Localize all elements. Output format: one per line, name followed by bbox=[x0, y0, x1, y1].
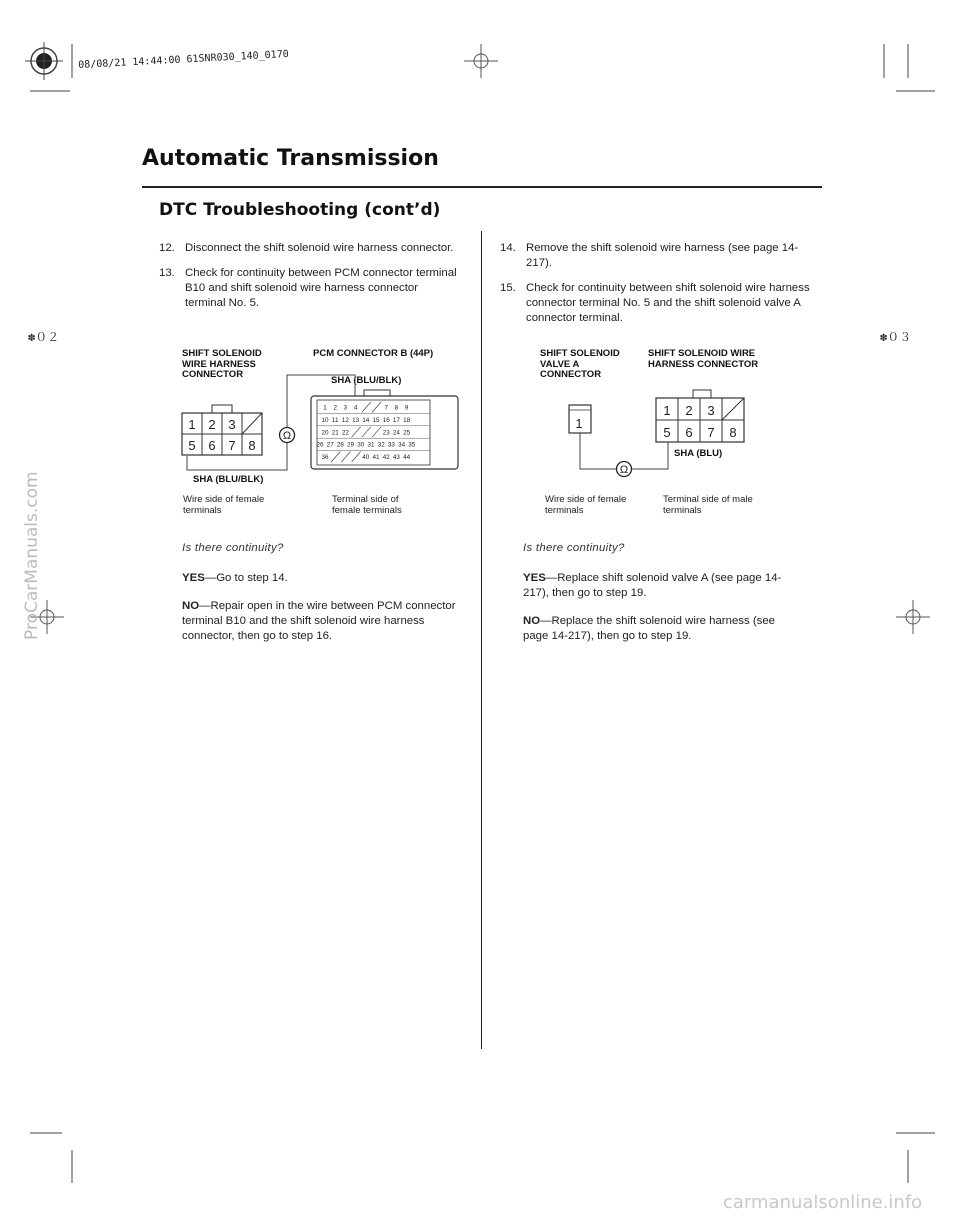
step-13 bbox=[159, 266, 459, 311]
answer-no: NO—Repair open in the wire between PCM connector terminal B10 and the shift solenoid wire harness connector, then go to step 16. bbox=[182, 600, 456, 642]
page-mark-right: ✽０３ bbox=[880, 330, 912, 344]
wire-path bbox=[632, 442, 668, 469]
no-text: Repair open in the wire between PCM connector terminal B10 and the shift solenoid wire harness connector, then go to step 16. bbox=[182, 600, 456, 642]
yes-label: YES bbox=[182, 572, 205, 584]
pcm-pin-3: 3 bbox=[343, 404, 348, 412]
pcm-pin-26: 26 bbox=[316, 441, 324, 449]
step-text: Disconnect the shift solenoid wire harness connector. bbox=[185, 242, 454, 254]
question-continuity: Is there continuity? bbox=[523, 542, 625, 554]
caption-terminal-side: Terminal side of male terminals bbox=[663, 494, 753, 516]
step-number: 12. bbox=[159, 242, 175, 254]
caption-terminal-side: Terminal side of female terminals bbox=[332, 494, 402, 516]
yes-text: Go to step 14. bbox=[216, 572, 288, 584]
pcm-pin-29: 29 bbox=[347, 441, 355, 449]
pcm-pin-40: 40 bbox=[362, 454, 370, 462]
step-number: 15. bbox=[500, 282, 516, 294]
pcm-pin-18: 18 bbox=[403, 416, 411, 424]
svg-text:5: 5 bbox=[188, 438, 196, 453]
caption-wire-side: Wire side of female terminals bbox=[183, 494, 265, 516]
right-figure-diagram bbox=[560, 385, 760, 485]
harness-connector bbox=[656, 390, 744, 442]
pcm-pin-4: 4 bbox=[353, 404, 358, 412]
svg-text:3: 3 bbox=[228, 417, 236, 432]
label-harness-connector: SHIFT SOLENOID WIRE HARNESS CONNECTOR bbox=[648, 348, 759, 370]
pcm-pin-28: 28 bbox=[336, 441, 344, 449]
pcm-pin-9: 9 bbox=[404, 404, 409, 412]
svg-text:8: 8 bbox=[248, 438, 256, 453]
step-text: Check for continuity between shift solenoid wire harness connector terminal No. 5 and the shift solenoid valve A connector terminal. bbox=[526, 282, 810, 324]
left-figure-diagram bbox=[175, 370, 465, 490]
pcm-pin-15: 15 bbox=[372, 416, 380, 424]
pcm-pin-22: 22 bbox=[341, 429, 349, 437]
label-wire-bottom: SHA (BLU/BLK) bbox=[193, 474, 264, 485]
pcm-pin-7: 7 bbox=[384, 404, 388, 412]
pcm-pin-20: 20 bbox=[321, 429, 329, 437]
step-14 bbox=[500, 241, 810, 271]
step-text: Check for continuity between PCM connector terminal B10 and shift solenoid wire harness connector terminal No. 5. bbox=[185, 267, 457, 309]
right-steps bbox=[500, 241, 810, 326]
svg-text:2: 2 bbox=[685, 403, 693, 418]
label-valve-connector: SHIFT SOLENOID VALVE A CONNECTOR bbox=[540, 348, 620, 380]
svg-text:Ω: Ω bbox=[619, 464, 629, 476]
svg-text:3: 3 bbox=[707, 403, 715, 418]
pcm-pin-33: 33 bbox=[387, 441, 395, 449]
answer-no: NO—Replace the shift solenoid wire harness (see page 14-217), then go to step 19. bbox=[523, 615, 775, 642]
page-title: Automatic Transmission bbox=[142, 146, 439, 171]
section-subtitle: DTC Troubleshooting (cont’d) bbox=[159, 200, 441, 220]
svg-text:5: 5 bbox=[663, 425, 671, 440]
svg-text:1: 1 bbox=[575, 416, 583, 431]
answer-yes: YES—Replace shift solenoid valve A (see page 14-217), then go to step 19. bbox=[523, 572, 782, 599]
step-12 bbox=[159, 241, 459, 256]
pcm-pin-24: 24 bbox=[392, 429, 400, 437]
step-number: 13. bbox=[159, 267, 175, 279]
pcm-pin-16: 16 bbox=[382, 416, 390, 424]
svg-text:8: 8 bbox=[729, 425, 737, 440]
left-steps bbox=[159, 241, 459, 311]
page-mark-left: ✽０２ bbox=[28, 330, 60, 344]
svg-text:6: 6 bbox=[208, 438, 216, 453]
column-divider bbox=[481, 231, 482, 1049]
pcm-connector bbox=[311, 390, 458, 469]
svg-text:6: 6 bbox=[685, 425, 693, 440]
pcm-pin-43: 43 bbox=[392, 454, 400, 462]
caption-wire-side: Wire side of female terminals bbox=[545, 494, 627, 516]
svg-text:7: 7 bbox=[228, 438, 236, 453]
pcm-pin-2: 2 bbox=[333, 404, 337, 412]
pcm-pin-8: 8 bbox=[394, 404, 399, 412]
pcm-pin-42: 42 bbox=[382, 454, 390, 462]
pcm-pin-13: 13 bbox=[352, 416, 360, 424]
label-wire-top: SHA (BLU/BLK) bbox=[331, 375, 402, 386]
svg-text:2: 2 bbox=[208, 417, 216, 432]
side-watermark: ProCarManuals.com bbox=[22, 471, 42, 640]
pcm-pin-30: 30 bbox=[357, 441, 365, 449]
yes-text: Replace shift solenoid valve A (see page 14-217), then go to step 19. bbox=[523, 572, 782, 599]
pcm-pin-25: 25 bbox=[403, 429, 411, 437]
pcm-pin-41: 41 bbox=[372, 454, 380, 462]
svg-text:Ω: Ω bbox=[282, 430, 292, 442]
pcm-pin-32: 32 bbox=[377, 441, 385, 449]
svg-text:1: 1 bbox=[188, 417, 196, 432]
no-label: NO bbox=[523, 615, 541, 627]
no-text: Replace the shift solenoid wire harness (see page 14-217), then go to step 19. bbox=[523, 615, 775, 642]
title-rule bbox=[142, 186, 822, 188]
svg-text:1: 1 bbox=[663, 403, 671, 418]
pcm-pin-31: 31 bbox=[367, 441, 375, 449]
harness-connector bbox=[182, 405, 262, 455]
wire-path bbox=[580, 433, 616, 469]
pcm-pin-12: 12 bbox=[341, 416, 349, 424]
step-15 bbox=[500, 281, 810, 326]
pcm-pin-44: 44 bbox=[403, 454, 411, 462]
pcm-pin-35: 35 bbox=[408, 441, 416, 449]
pcm-pin-36: 36 bbox=[321, 454, 329, 462]
pcm-pin-14: 14 bbox=[362, 416, 370, 424]
pcm-pin-27: 27 bbox=[326, 441, 334, 449]
print-stamp: 08/08/21 14:44:00 61SNR030_140_0170 bbox=[78, 48, 290, 71]
label-harness-connector: SHIFT SOLENOID WIRE HARNESS CONNECTOR bbox=[182, 348, 262, 380]
question-continuity: Is there continuity? bbox=[182, 542, 284, 554]
answer-yes: YES—Go to step 14. bbox=[182, 572, 288, 584]
pcm-pin-34: 34 bbox=[398, 441, 406, 449]
valve-connector bbox=[569, 405, 591, 433]
pcm-pin-21: 21 bbox=[331, 429, 339, 437]
pcm-pin-23: 23 bbox=[382, 429, 390, 437]
step-number: 14. bbox=[500, 242, 516, 254]
yes-label: YES bbox=[523, 572, 546, 584]
step-text: Remove the shift solenoid wire harness (see page 14-217). bbox=[526, 242, 799, 269]
pcm-pin-11: 11 bbox=[331, 416, 339, 424]
label-pcm-connector: PCM CONNECTOR B (44P) bbox=[313, 348, 434, 359]
pcm-pin-17: 17 bbox=[392, 416, 400, 424]
no-label: NO bbox=[182, 600, 200, 612]
footer-watermark: carmanualsonline.info bbox=[723, 1192, 923, 1213]
pcm-pin-10: 10 bbox=[321, 416, 329, 424]
svg-text:7: 7 bbox=[707, 425, 715, 440]
pcm-pin-1: 1 bbox=[323, 404, 327, 412]
label-wire: SHA (BLU) bbox=[674, 448, 723, 459]
